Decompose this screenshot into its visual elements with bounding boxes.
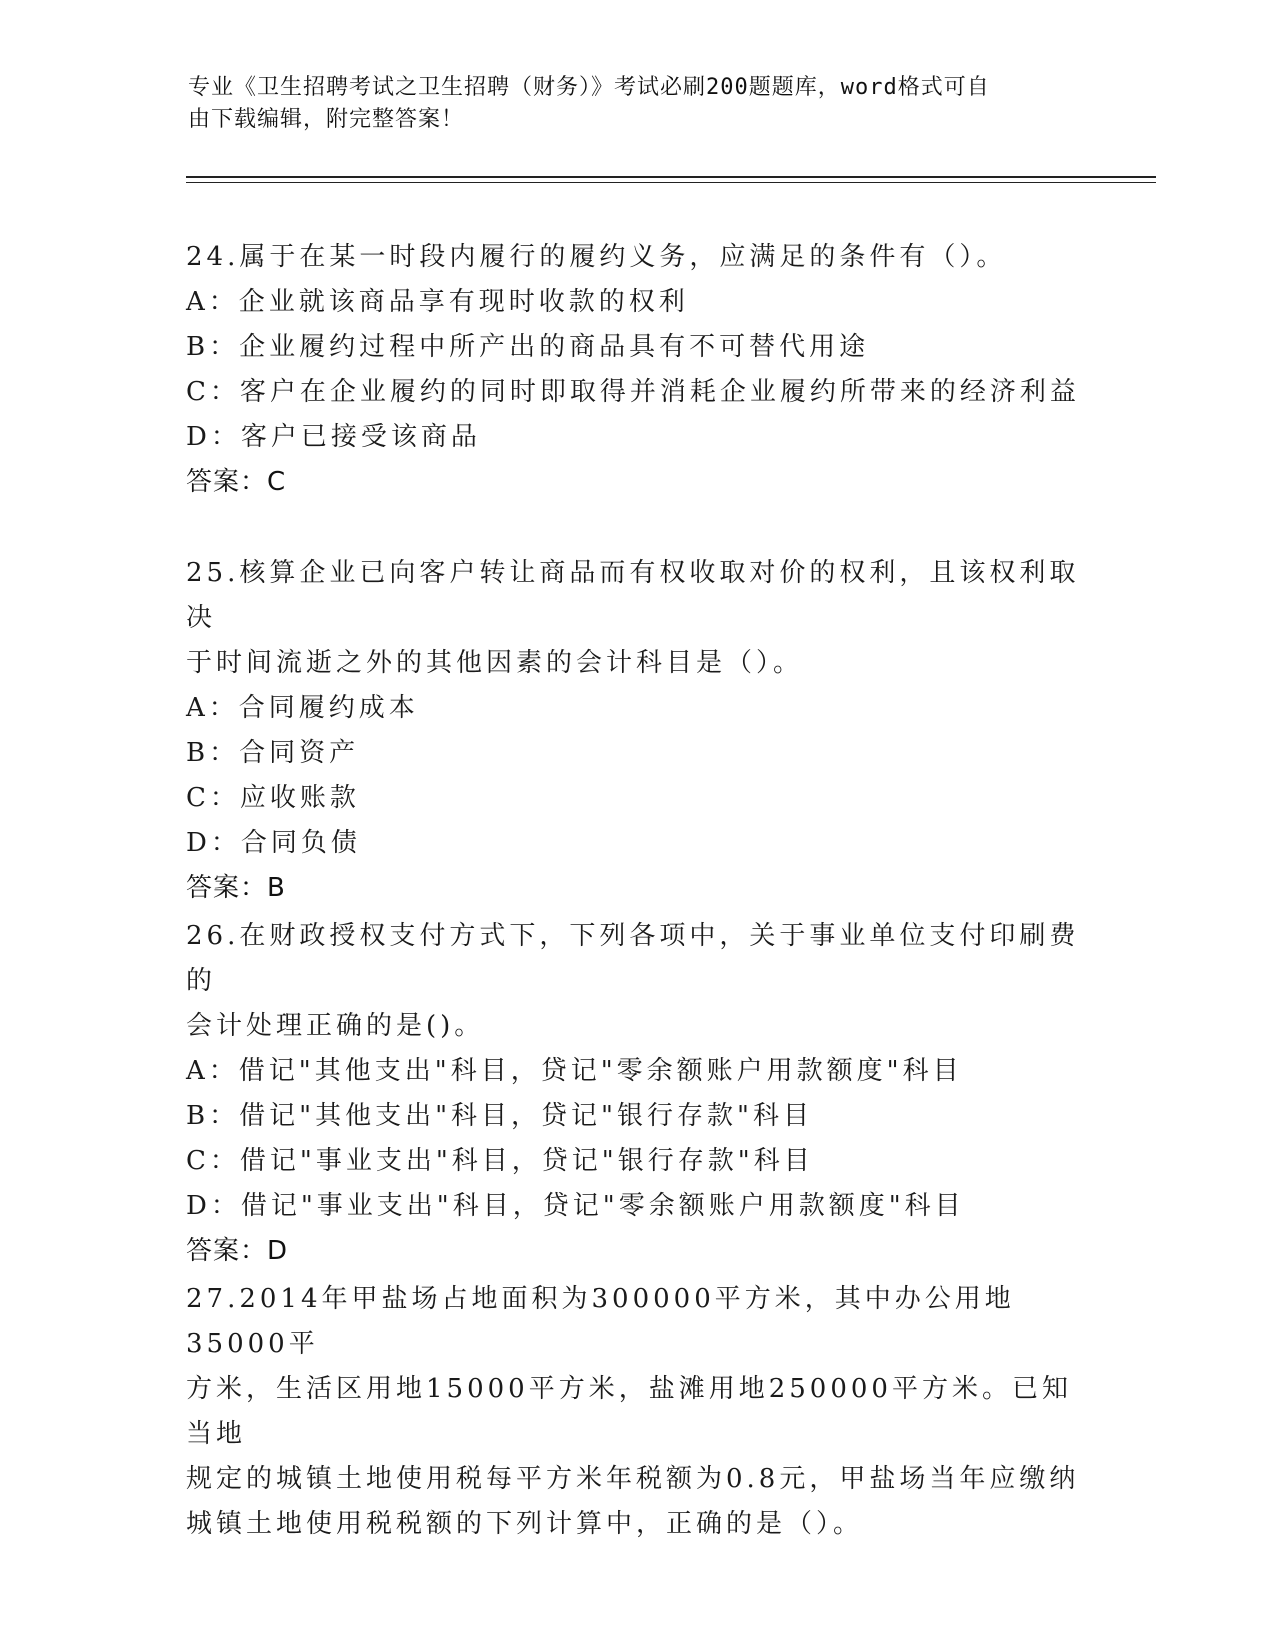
- header-divider-thick: [186, 176, 1156, 178]
- header-divider-thin: [186, 182, 1156, 183]
- answer-line: 答案：B: [186, 873, 286, 903]
- option-b: B：企业履约过程中所产出的商品具有不可替代用途: [186, 332, 870, 362]
- question-27: [186, 1277, 1086, 1547]
- option-d: D：合同负债: [186, 828, 361, 858]
- question-stem: 24.属于在某一时段内履行的履约义务，应满足的条件有（）。: [186, 242, 1007, 272]
- option-a: A：借记"其他支出"科目，贷记"零余额账户用款额度"科目: [186, 1056, 963, 1086]
- answer-line: 答案：C: [186, 467, 287, 497]
- option-d: D：借记"事业支出"科目，贷记"零余额账户用款额度"科目: [186, 1191, 965, 1221]
- question-stem-line-2: 于时间流逝之外的其他因素的会计科目是（）。: [186, 648, 804, 678]
- option-c: C：借记"事业支出"科目，贷记"银行存款"科目: [186, 1146, 814, 1176]
- header-line-1: 专业《卫生招聘考试之卫生招聘（财务）》考试必刷200题题库，word格式可自: [188, 75, 990, 100]
- question-stem-line-1: 26.在财政授权支付方式下，下列各项中，关于事业单位支付印刷费的: [186, 921, 1080, 996]
- option-a: A：合同履约成本: [186, 693, 419, 723]
- question-stem-line-2: 会计处理正确的是()。: [186, 1011, 485, 1041]
- header-line-2: 由下载编辑，附完整答案！: [188, 107, 465, 132]
- question-stem-line-2: 方米，生活区用地15000平方米，盐滩用地250000平方米。已知当地: [186, 1374, 1072, 1449]
- question-stem-line-4: 城镇土地使用税税额的下列计算中，正确的是（）。: [186, 1509, 864, 1539]
- option-a: A：企业就该商品享有现时收款的权利: [186, 287, 689, 317]
- document-header: [188, 72, 1088, 136]
- question-26: [186, 914, 1086, 1274]
- option-d: D：客户已接受该商品: [186, 422, 481, 452]
- question-stem-line-3: 规定的城镇土地使用税每平方米年税额为0.8元，甲盐场当年应缴纳: [186, 1464, 1080, 1494]
- question-24: [186, 235, 1086, 505]
- answer-line: 答案：D: [186, 1236, 289, 1266]
- option-b: B：合同资产: [186, 738, 360, 768]
- question-stem-line-1: 27.2014年甲盐场占地面积为300000平方米，其中办公用地35000平: [186, 1284, 1015, 1359]
- option-c: C：应收账款: [186, 783, 360, 813]
- question-stem-line-1: 25.核算企业已向客户转让商品而有权收取对价的权利，且该权利取决: [186, 558, 1080, 633]
- question-25: [186, 551, 1086, 911]
- option-c: C：客户在企业履约的同时即取得并消耗企业履约所带来的经济利益: [186, 377, 1080, 407]
- option-b: B：借记"其他支出"科目，贷记"银行存款"科目: [186, 1101, 813, 1131]
